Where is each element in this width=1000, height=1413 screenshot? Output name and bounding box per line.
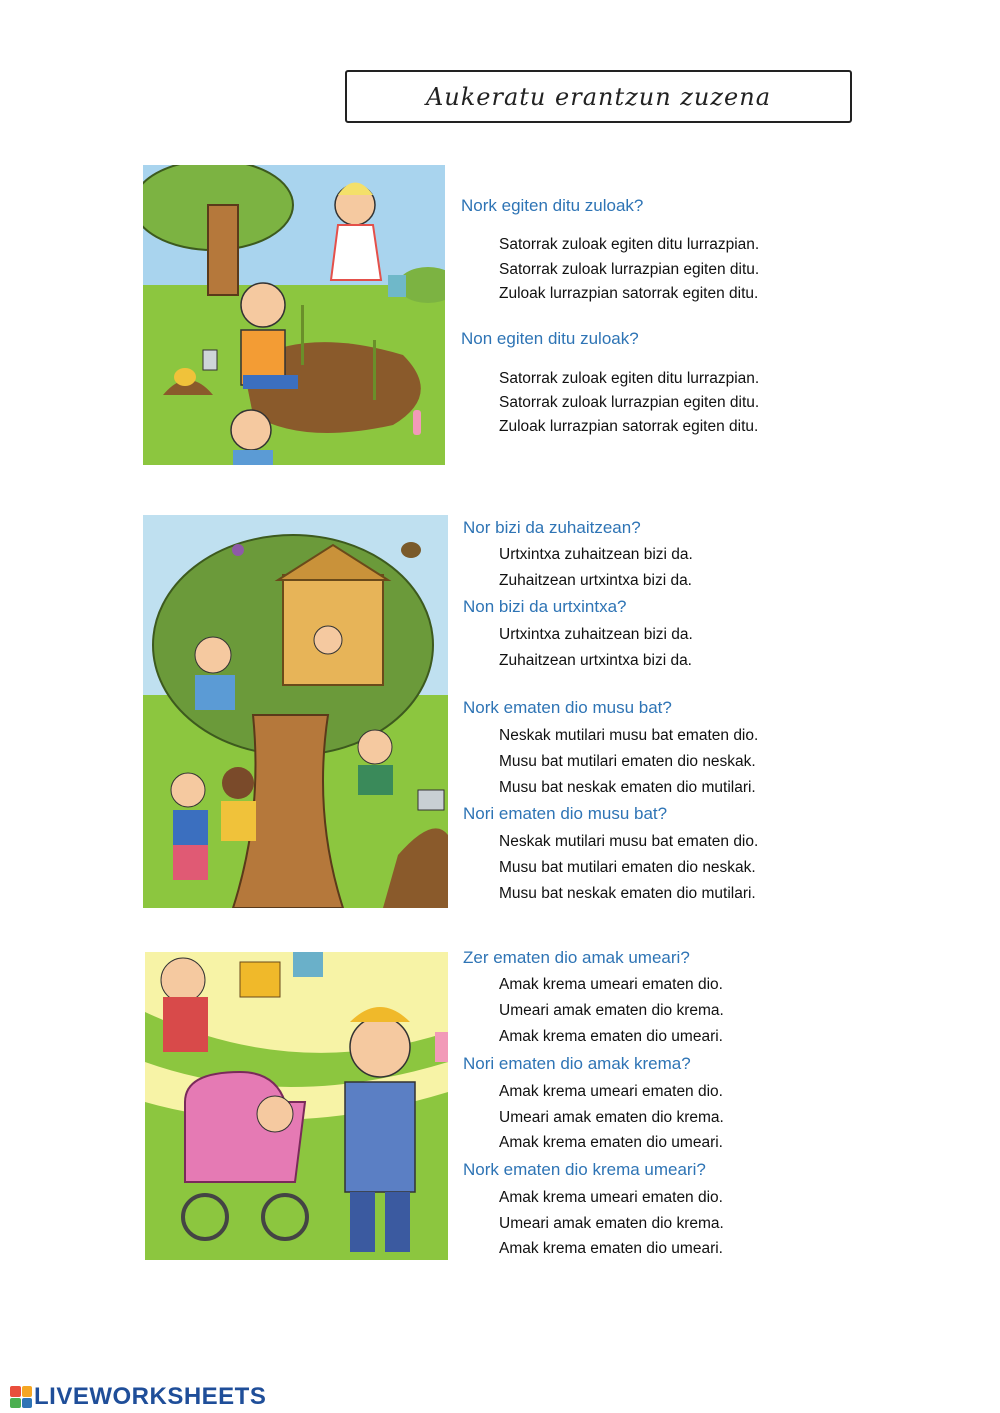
answer-option[interactable]: Zuloak lurrazpian satorrak egiten ditu.	[499, 285, 759, 302]
illustration-garden-mole	[143, 165, 445, 465]
answer-option[interactable]: Amak krema ematen dio umeari.	[499, 1134, 723, 1151]
answer-option[interactable]: Amak krema ematen dio umeari.	[499, 1240, 723, 1257]
answer-option[interactable]: Umeari amak ematen dio krema.	[499, 1002, 724, 1019]
answer-option[interactable]: Amak krema umeari ematen dio.	[499, 1083, 723, 1100]
question-2-4: Nori ematen dio musu bat?	[463, 804, 668, 823]
answer-option[interactable]: Umeari amak ematen dio krema.	[499, 1215, 724, 1232]
question-3-2: Nori ematen dio amak krema?	[463, 1054, 691, 1073]
answer-option[interactable]: Zuhaitzean urtxintxa bizi da.	[499, 652, 692, 669]
answer-option[interactable]: Amak krema umeari ematen dio.	[499, 976, 723, 993]
answer-option[interactable]: Musu bat neskak ematen dio mutilari.	[499, 885, 756, 902]
brand-name: LIVEWORKSHEETS	[34, 1383, 267, 1410]
answer-option[interactable]: Neskak mutilari musu bat ematen dio.	[499, 833, 759, 850]
answer-option[interactable]: Satorrak zuloak lurrazpian egiten ditu.	[499, 394, 760, 411]
answer-option[interactable]: Satorrak zuloak lurrazpian egiten ditu.	[499, 261, 760, 278]
answer-option[interactable]: Amak krema umeari ematen dio.	[499, 1189, 723, 1206]
page-title: Aukeratu erantzun zuzena	[425, 82, 772, 111]
question-3-3: Nork ematen dio krema umeari?	[463, 1160, 706, 1179]
question-1-1: Nork egiten ditu zuloak?	[461, 196, 644, 215]
question-3-1: Zer ematen dio amak umeari?	[463, 948, 690, 967]
title-box	[345, 70, 852, 123]
footer-brand	[10, 1383, 266, 1411]
answer-option[interactable]: Umeari amak ematen dio krema.	[499, 1109, 724, 1126]
answer-option[interactable]: Zuloak lurrazpian satorrak egiten ditu.	[499, 418, 759, 435]
question-1-2: Non egiten ditu zuloak?	[461, 329, 639, 348]
question-2-3: Nork ematen dio musu bat?	[463, 698, 672, 717]
answer-option[interactable]: Musu bat mutilari ematen dio neskak.	[499, 753, 756, 770]
answer-option[interactable]: Zuhaitzean urtxintxa bizi da.	[499, 572, 692, 589]
illustration-tree-house	[143, 515, 448, 908]
liveworksheets-logo-icon	[10, 1386, 32, 1408]
answer-option[interactable]: Musu bat mutilari ematen dio neskak.	[499, 859, 756, 876]
answer-option[interactable]: Urtxintxa zuhaitzean bizi da.	[499, 626, 693, 643]
answer-option[interactable]: Urtxintxa zuhaitzean bizi da.	[499, 546, 693, 563]
answer-option[interactable]: Neskak mutilari musu bat ematen dio.	[499, 727, 759, 744]
question-2-1: Nor bizi da zuhaitzean?	[463, 518, 641, 537]
answer-option[interactable]: Satorrak zuloak egiten ditu lurrazpian.	[499, 236, 760, 253]
illustration-mother-pram	[145, 952, 448, 1260]
answer-option[interactable]: Amak krema ematen dio umeari.	[499, 1028, 723, 1045]
answer-option[interactable]: Satorrak zuloak egiten ditu lurrazpian.	[499, 370, 760, 387]
answer-option[interactable]: Musu bat neskak ematen dio mutilari.	[499, 779, 756, 796]
question-2-2: Non bizi da urtxintxa?	[463, 597, 627, 616]
